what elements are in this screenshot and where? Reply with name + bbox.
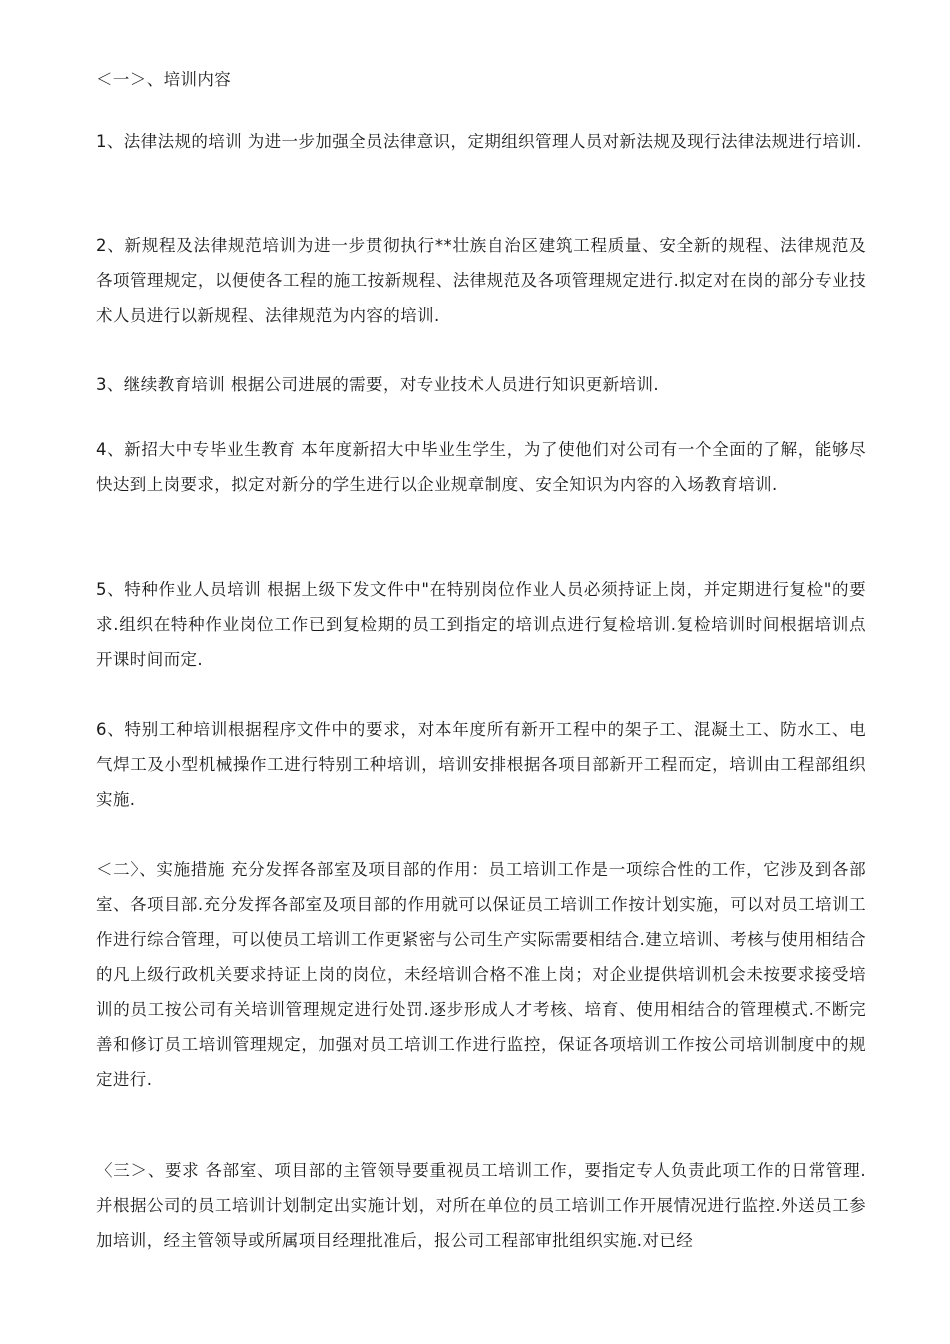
paragraph-continuing-education: 3、继续教育培训 根据公司进展的需要，对专业技术人员进行知识更新培训.: [96, 375, 659, 394]
paragraph-graduate-education: 4、新招大中专毕业生教育 本年度新招大中毕业生学生，为了使他们对公司有一个全面的了解，能够尽快达到上岗要求，拟定对新分的学生进行以企业规章制度、安全知识为内容的入场教育培训.: [96, 440, 866, 494]
paragraph-implementation-measures: ＜二〉、实施措施 充分发挥各部室及项目部的作用：员工培训工作是一项综合性的工作，它涉及到各部室、各项目部.充分发挥各部室及项目部的作用就可以保证员工培训工作按计划实施，可以对员工培训工作进行综合管理，可以使员工培训工作更紧密与公司生产实际需要相结合.建立培训、考核与使用相结合的凡上级行政机关要求持证上岗的岗位，未经培训合格不准上岗；对企业提供培训机会未按要求接受培训的员工按公司有关培训管理规定进行处罚.逐步形成人才考核、培育、使用相结合的管理模式.不断完善和修订员工培训管理规定，加强对员工培训工作进行监控，保证各项培训工作按公司培训制度中的规定进行.: [96, 860, 866, 1089]
paragraph-law-training: 1、法律法规的培训 为进一步加强全员法律意识，定期组织管理人员对新法规及现行法律法规进行培训.: [96, 132, 862, 151]
paragraph-special-trades-training: 6、特别工种培训根据程序文件中的要求，对本年度所有新开工程中的架子工、混凝土工、防水工、电气焊工及小型机械操作工进行特别工种培训，培训安排根据各项目部新开工程而定，培训由工程部组织实施.: [96, 720, 866, 809]
paragraph-new-regulations-training: 2、新规程及法律规范培训为进一步贯彻执行**壮族自治区建筑工程质量、安全新的规程、法律规范及各项管理规定，以便使各工程的施工按新规程、法律规范及各项管理规定进行.拟定对在岗的部分专业技术人员进行以新规程、法律规范为内容的培训.: [96, 236, 866, 325]
section-heading-training-content: ＜一＞、培训内容: [96, 70, 232, 89]
paragraph-requirements: 〈三＞、要求 各部室、项目部的主管领导要重视员工培训工作，要指定专人负责此项工作的日常管理.并根据公司的员工培训计划制定出实施计划，对所在单位的员工培训工作开展情况进行监控.外送员工参加培训，经主管领导或所属项目经理批准后，报公司工程部审批组织实施.对已经: [96, 1161, 866, 1250]
paragraph-special-operations-training: 5、特种作业人员培训 根据上级下发文件中"在特别岗位作业人员必须持证上岗，并定期进行复检"的要求.组织在特种作业岗位工作已到复检期的员工到指定的培训点进行复检培训.复检培训时间根据培训点开课时间而定.: [96, 580, 866, 669]
